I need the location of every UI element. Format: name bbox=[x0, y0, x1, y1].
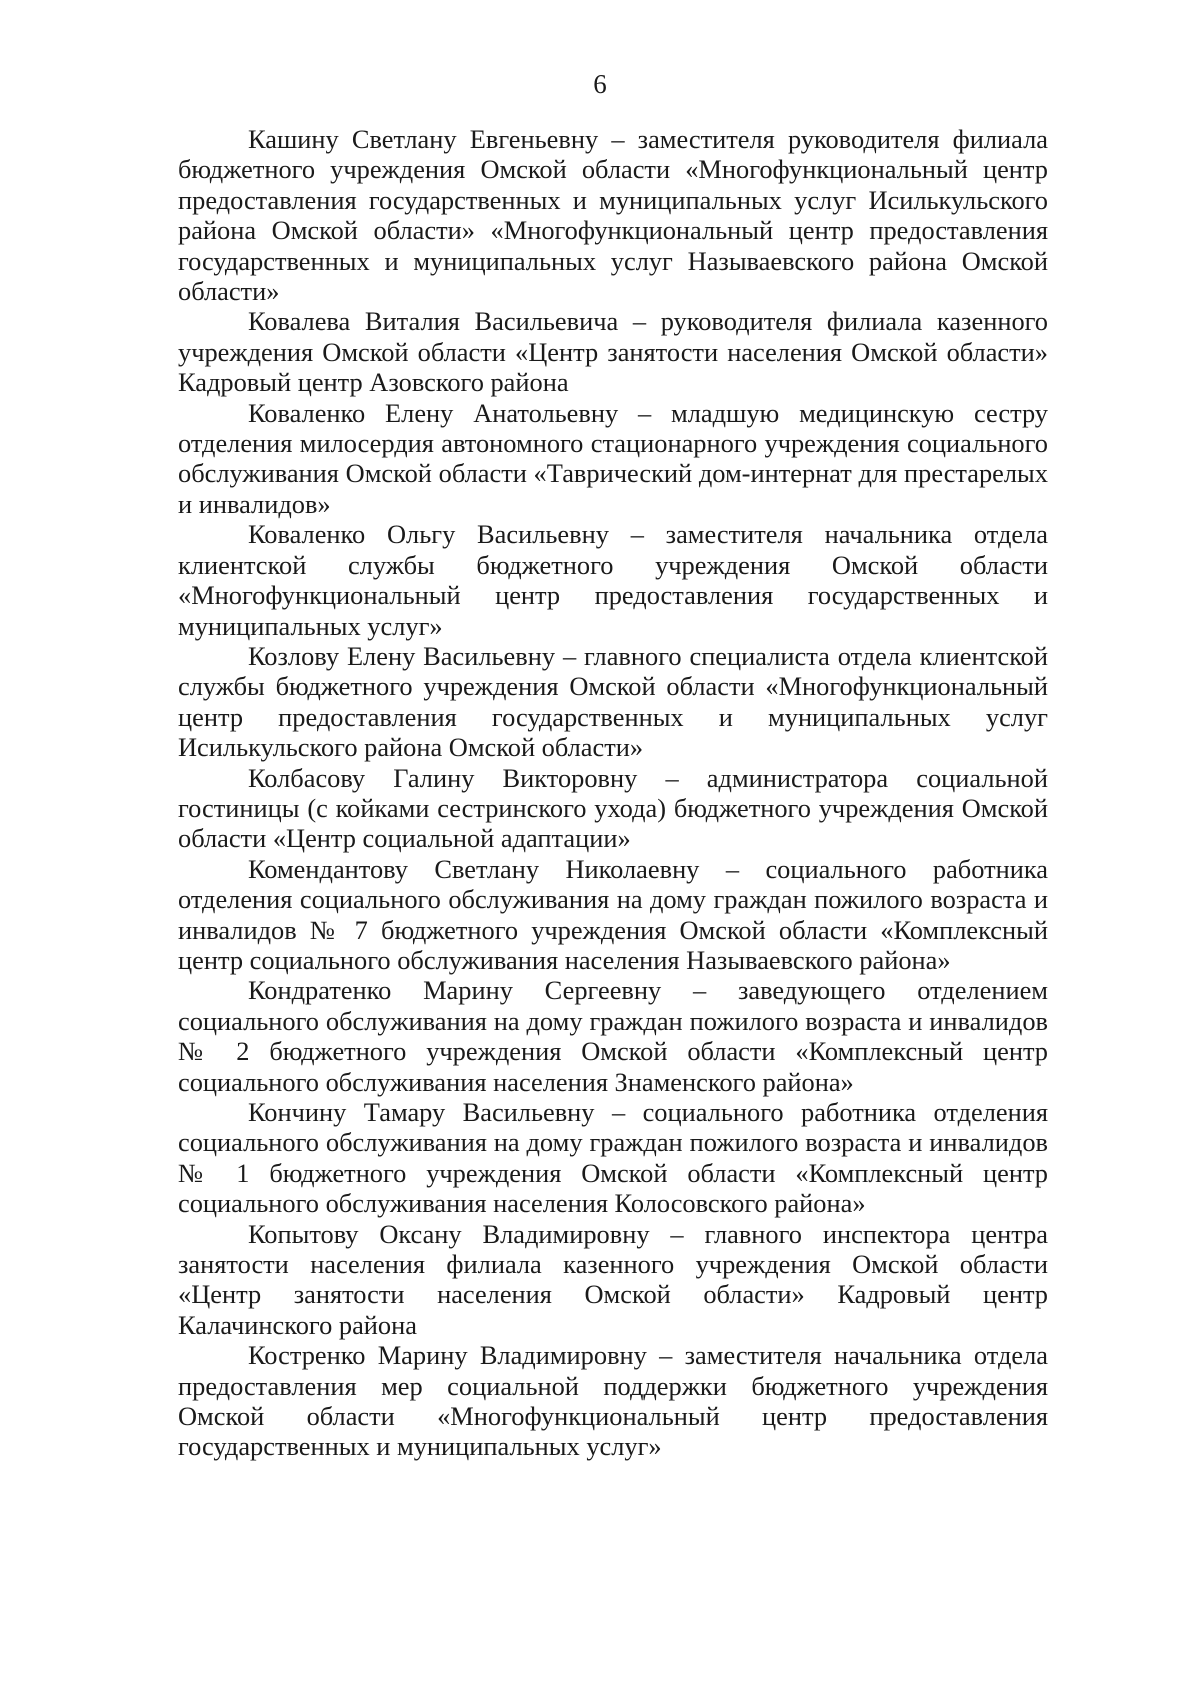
award-entry-komendantova: Комендантову Светлану Николаевну – социального работника отделения социального обслуживания на дому граждан пожилого возраста и инвалидов № 7 бюджетного учреждения Омской области «Комплексный центр социального обслуживания населения Называевского района» bbox=[178, 853, 1048, 975]
award-entry-kostrenko: Костренко Марину Владимировну – заместителя начальника отдела предоставления мер социальной поддержки бюджетного учреждения Омской области «Многофункциональный центр предоставления государственных и муниципальных услуг» bbox=[178, 1340, 1048, 1462]
award-entry-kovalenko-olga: Коваленко Ольгу Васильевну – заместителя начальника отдела клиентской службы бюджетного учреждения Омской области «Многофункциональный центр предоставления государственных и муниципальных услуг» bbox=[178, 519, 1048, 641]
award-entry-kovalev: Ковалева Виталия Васильевича – руководителя филиала казенного учреждения Омской области «Центр занятости населения Омской области» Кадровый центр Азовского района bbox=[178, 306, 1048, 398]
award-entry-kondratenko: Кондратенко Марину Сергеевну – заведующего отделением социального обслуживания на дому граждан пожилого возраста и инвалидов № 2 бюджетного учреждения Омской области «Комплексный центр социального обслуживания населения Знаменского района» bbox=[178, 975, 1048, 1097]
page-number: 6 bbox=[593, 69, 607, 99]
award-entry-kozlova: Козлову Елену Васильевну – главного специалиста отдела клиентской службы бюджетного учреждения Омской области «Многофункциональный центр предоставления государственных и муниципальных услуг Исилькульского района Омской области» bbox=[178, 640, 1048, 763]
award-entry-kopytova: Копытову Оксану Владимировну – главного инспектора центра занятости населения филиала казенного учреждения Омской области «Центр занятости населения Омской области» Кадровый центр Калачинского района bbox=[178, 1218, 1048, 1340]
award-entry-kashina: Кашину Светлану Евгеньевну – заместителя руководителя филиала бюджетного учреждения Омской области «Многофункциональный центр предоставления государственных и муниципальных услуг Исилькульского района Омской области» «Многофункциональный центр предоставления государственных и муниципальных услуг Называевского района Омской области» bbox=[178, 124, 1048, 307]
award-entry-konchina: Кончину Тамару Васильевну – социального работника отделения социального обслуживания на дому граждан пожилого возраста и инвалидов № 1 бюджетного учреждения Омской области «Комплексный центр социального обслуживания населения Колосовского района» bbox=[178, 1097, 1048, 1219]
document-body bbox=[178, 124, 1048, 1462]
award-entry-kolbasova: Колбасову Галину Викторовну – администратора социальной гостиницы (с койками сестринского ухода) бюджетного учреждения Омской области «Центр социальной адаптации» bbox=[178, 762, 1048, 854]
award-entry-kovalenko-elena: Коваленко Елену Анатольевну – младшую медицинскую сестру отделения милосердия автономного стационарного учреждения социального обслуживания Омской области «Таврический дом-интернат для престарелых и инвалидов» bbox=[178, 397, 1048, 519]
